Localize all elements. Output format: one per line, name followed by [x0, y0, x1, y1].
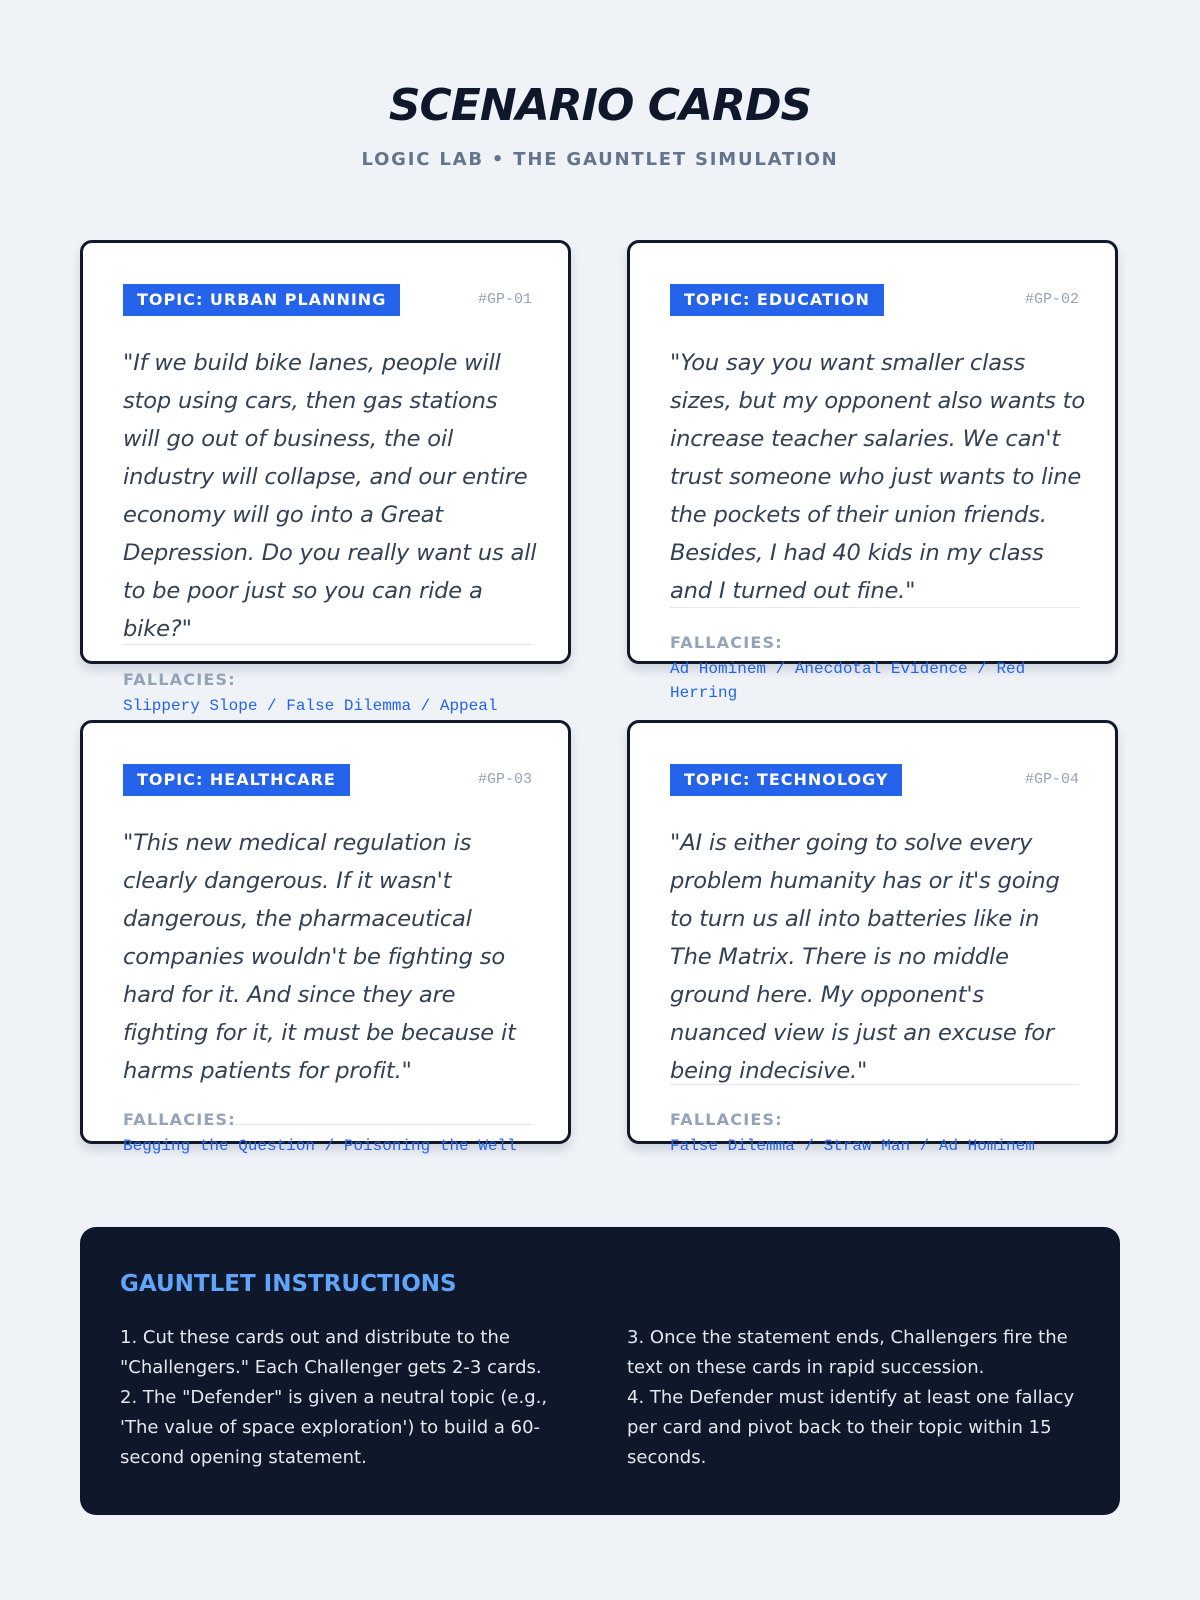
fallacies-list: Ad Hominem / Anecdotal Evidence / Red Herring: [670, 660, 1026, 702]
card-header: [123, 284, 532, 316]
gauntlet-instructions-panel: [80, 1227, 1120, 1515]
card-divider: [670, 607, 1079, 608]
card-header: [670, 764, 1079, 796]
card-header: [123, 764, 532, 796]
instructions-left-column: [120, 1323, 575, 1473]
fallacies-label: FALLACIES:: [670, 1110, 783, 1129]
card-id: #GP-03: [477, 771, 532, 788]
card-divider: [670, 1084, 1079, 1085]
scenario-card-gp-01: [80, 240, 571, 715]
scenario-quote: "AI is either going to solve every problem humanity has or it's going to turn us all into batteries like in The Matrix. There is no middle ground here. My opponent's nuanced view is just an excuse for being indecisive.": [670, 830, 1060, 1084]
instructions-title: GAUNTLET INSTRUCTIONS: [120, 1271, 457, 1297]
instruction-step-3: 3. Once the statement ends, Challengers fire the text on these cards in rapid succession.: [627, 1327, 1068, 1378]
scenario-card-gp-03: [80, 720, 571, 1155]
topic-badge: TOPIC: EDUCATION: [670, 284, 884, 316]
fallacies-section: [123, 1110, 532, 1158]
instruction-step-2: 2. The "Defender" is given a neutral topic (e.g., 'The value of space exploration') to build a 60-second opening statement.: [120, 1387, 548, 1468]
card-header: [670, 284, 1079, 316]
instruction-step-4: 4. The Defender must identify at least one fallacy per card and pivot back to their topic within 15 seconds.: [627, 1387, 1075, 1468]
fallacies-list: Begging the Question / Poisoning the Well: [123, 1137, 517, 1155]
scenario-quote: "You say you want smaller class sizes, but my opponent also wants to increase teacher salaries. We can't trust someone who just wants to line the pockets of their union friends. Besides, I had 40 kids in my class and I turned out fine.": [670, 350, 1085, 604]
fallacies-section: [123, 670, 532, 718]
scenario-card-grid: [80, 240, 1120, 1155]
fallacies-label: FALLACIES:: [123, 670, 236, 689]
card-divider: [123, 644, 532, 645]
page-subtitle: LOGIC LAB • THE GAUNTLET SIMULATION: [361, 149, 839, 170]
fallacies-label: FALLACIES:: [123, 1110, 236, 1129]
topic-badge: TOPIC: TECHNOLOGY: [670, 764, 902, 796]
card-id: #GP-01: [477, 291, 532, 308]
scenario-card-gp-04: [627, 720, 1118, 1155]
topic-badge: TOPIC: URBAN PLANNING: [123, 284, 400, 316]
scenario-quote: "If we build bike lanes, people will stop using cars, then gas stations will go out of business, the oil industry will collapse, and our entire economy will go into a Great Depression. Do you really want us all to be poor just so you can ride a bike?": [123, 350, 537, 642]
fallacies-section: [670, 633, 1079, 705]
scenario-card-gp-02: [627, 240, 1118, 702]
instruction-step-1: 1. Cut these cards out and distribute to the "Challengers." Each Challenger gets 2-3 cards.: [120, 1327, 542, 1378]
page-title: SCENARIO CARDS: [388, 80, 812, 131]
scenario-quote: "This new medical regulation is clearly dangerous. If it wasn't dangerous, the pharmaceutical companies wouldn't be fighting so hard for it. And since they are fighting for it, it must be because it harms patients for profit.": [123, 830, 516, 1084]
card-id: #GP-04: [1024, 771, 1079, 788]
fallacies-label: FALLACIES:: [670, 633, 783, 652]
topic-badge: TOPIC: HEALTHCARE: [123, 764, 350, 796]
card-id: #GP-02: [1024, 291, 1079, 308]
fallacies-list: Slippery Slope / False Dilemma / Appeal: [123, 697, 498, 715]
fallacies-list: False Dilemma / Straw Man / Ad Hominem: [670, 1137, 1035, 1155]
instructions-right-column: [627, 1323, 1082, 1473]
fallacies-section: [670, 1110, 1079, 1158]
